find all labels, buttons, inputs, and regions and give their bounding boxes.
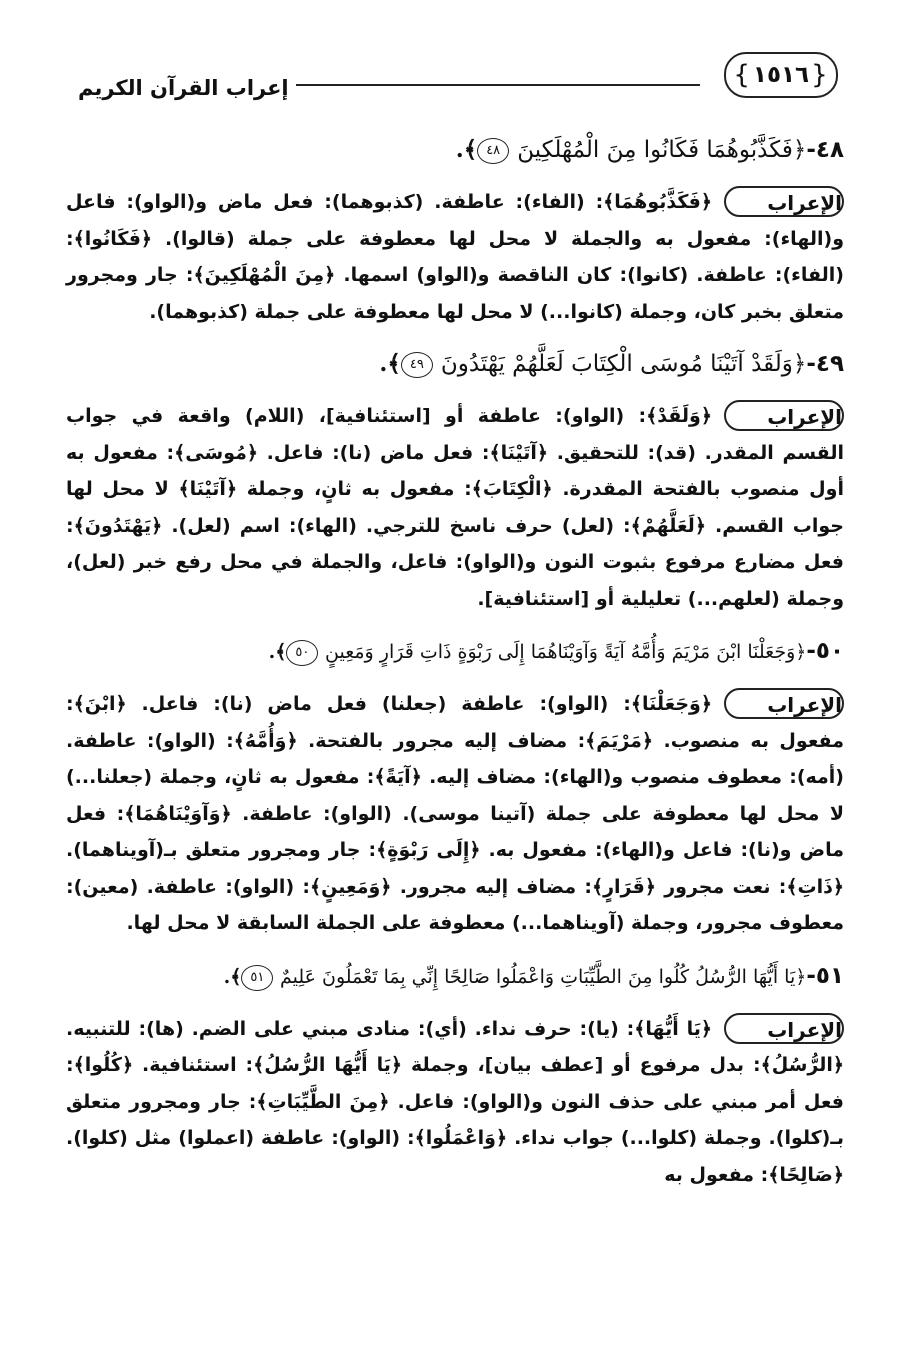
verse-text: ﴿فَكَذَّبُوهُمَا فَكَانُوا مِنَ الْمُهْلَكِينَ [517,137,807,163]
irab-text: ﴿وَجَعَلْنَا﴾: (الواو): عاطفة (جعلنا) فعل ماض (نا): فاعل. ﴿ابْنَ﴾: مفعول به منصوب. ﴿مَرْيَمَ﴾: مضاف إليه مجرور بالفتحة. ﴿وَأُمَّهُ﴾: (الواو): عاطفة. (أمه): معطوف منصوب و(الهاء): مضاف إليه. ﴿آيَةً﴾: مفعول به ثانٍ، وجملة (جعلنا...) لا محل لها معطوفة على جملة (آتينا موسى). (الواو): عاطفة. ﴿وَآوَيْنَاهُمَا﴾: فعل ماض و(نا): فاعل و(الهاء): مفعول به. ﴿إِلَى رَبْوَةٍ﴾: جار ومجرور متعلق بـ(آويناهما). ﴿ذَاتِ﴾: نعت مجرور ﴿قَرَارٍ﴾: مضاف إليه مجرور. ﴿وَمَعِينٍ﴾: (الواو): عاطفة. (معين): معطوف مجرور، وجملة (آويناهما...) معطوفة على الجملة السابقة لا محل لها. [66,693,844,934]
verse-end-marker-icon: ٤٨ [477,138,509,164]
irab-label: الإعراب [724,400,844,431]
verse-close: ﴾. [223,965,242,988]
verse-close: ﴾. [455,136,478,163]
verse-text: ﴿وَلَقَدْ آتَيْنَا مُوسَى الْكِتَابَ لَعَلَّهُمْ يَهْتَدُونَ [440,351,807,377]
irab-label: الإعراب [724,186,844,217]
page-number-badge [724,52,838,98]
page-content [66,128,844,1205]
verse-51 [66,954,844,999]
brace-left-icon: { [733,60,751,90]
irab-block-51 [66,1011,844,1194]
irab-label: الإعراب [724,688,844,719]
verse-number: ٥١- [806,962,844,989]
verse-text: ﴿يَا أَيُّهَا الرُّسُلُ كُلُوا مِنَ الطَّيِّبَاتِ وَاعْمَلُوا صَالِحًا إِنِّي بِمَا تَعْمَلُونَ عَلِيمٌ [279,965,807,988]
verse-end-marker-icon: ٥٠ [286,640,318,666]
verse-text: ﴿وَجَعَلْنَا ابْنَ مَرْيَمَ وَأُمَّهُ آيَةً وَآوَيْنَاهُمَا إِلَى رَبْوَةٍ ذَاتِ قَرَارٍ وَمَعِينٍ [325,641,807,663]
running-title: إعراب القرآن الكريم [78,76,289,100]
page-number: ١٥١٦ [752,62,810,88]
irab-label: الإعراب [724,1013,844,1044]
verse-49 [66,342,844,386]
verse-number: ٤٨- [806,137,844,163]
verse-48 [66,128,844,172]
irab-block-48 [66,184,844,330]
verse-close: ﴾. [268,641,287,663]
header-rule [296,84,700,86]
verse-number: ٥٠- [806,638,844,664]
verse-number: ٤٩- [806,351,844,377]
verse-50 [66,629,844,674]
irab-text: ﴿يَا أَيُّهَا﴾: (يا): حرف نداء. (أي): منادى مبني على الضم. (ها): للتنبيه. ﴿الرُّسُلُ﴾: بدل مرفوع أو [عطف بيان]، وجملة ﴿يَا أَيُّهَا الرُّسُلُ﴾: استئنافية. ﴿كُلُوا﴾: فعل أمر مبني على حذف النون و(الواو): فاعل. ﴿مِنَ الطَّيِّبَاتِ﴾: جار ومجرور متعلق بـ(كلوا). وجملة (كلوا...) جواب نداء. ﴿وَاعْمَلُوا﴾: (الواو): عاطفة (اعملوا) مثل (كلوا). ﴿صَالِحًا﴾: مفعول به [66,1017,844,1186]
brace-right-icon: } [811,60,829,90]
irab-block-49 [66,398,844,617]
verse-end-marker-icon: ٤٩ [401,352,433,378]
verse-close: ﴾. [379,350,401,377]
irab-block-50 [66,686,844,942]
verse-end-marker-icon: ٥١ [241,965,273,991]
irab-text: ﴿وَلَقَدْ﴾: (الواو): عاطفة أو [استئنافية]، (اللام) واقعة في جواب القسم المقدر. (قد): للتحقيق. ﴿آتَيْنَا﴾: فعل ماض (نا): فاعل. ﴿مُوسَى﴾: مفعول به أول منصوب بالفتحة المقدرة. ﴿الْكِتَابَ﴾: مفعول به ثانٍ، وجملة ﴿آتَيْنَا﴾ لا محل لها جواب القسم. ﴿لَعَلَّهُمْ﴾: (لعل) حرف ناسخ للترجي. (الهاء): اسم (لعل). ﴿يَهْتَدُونَ﴾: فعل مضارع مرفوع بثبوت النون و(الواو): فاعل، والجملة في محل رفع خبر (لعل)، وجملة (لعلهم...) تعليلية أو [استئنافية]. [66,405,844,610]
irab-text: ﴿فَكَذَّبُوهُمَا﴾: (الفاء): عاطفة. (كذبوهما): فعل ماض و(الواو): فاعل و(الهاء): مفعول به والجملة لا محل لها معطوفة على جملة (قالوا). ﴿فَكَانُوا﴾: (الفاء): عاطفة. (كانوا): كان الناقصة و(الواو) اسمها. ﴿مِنَ الْمُهْلَكِينَ﴾: جار ومجرور متعلق بخبر كان، وجملة (كانوا...) لا محل لها معطوفة على جملة (كذبوهما). [66,191,844,323]
